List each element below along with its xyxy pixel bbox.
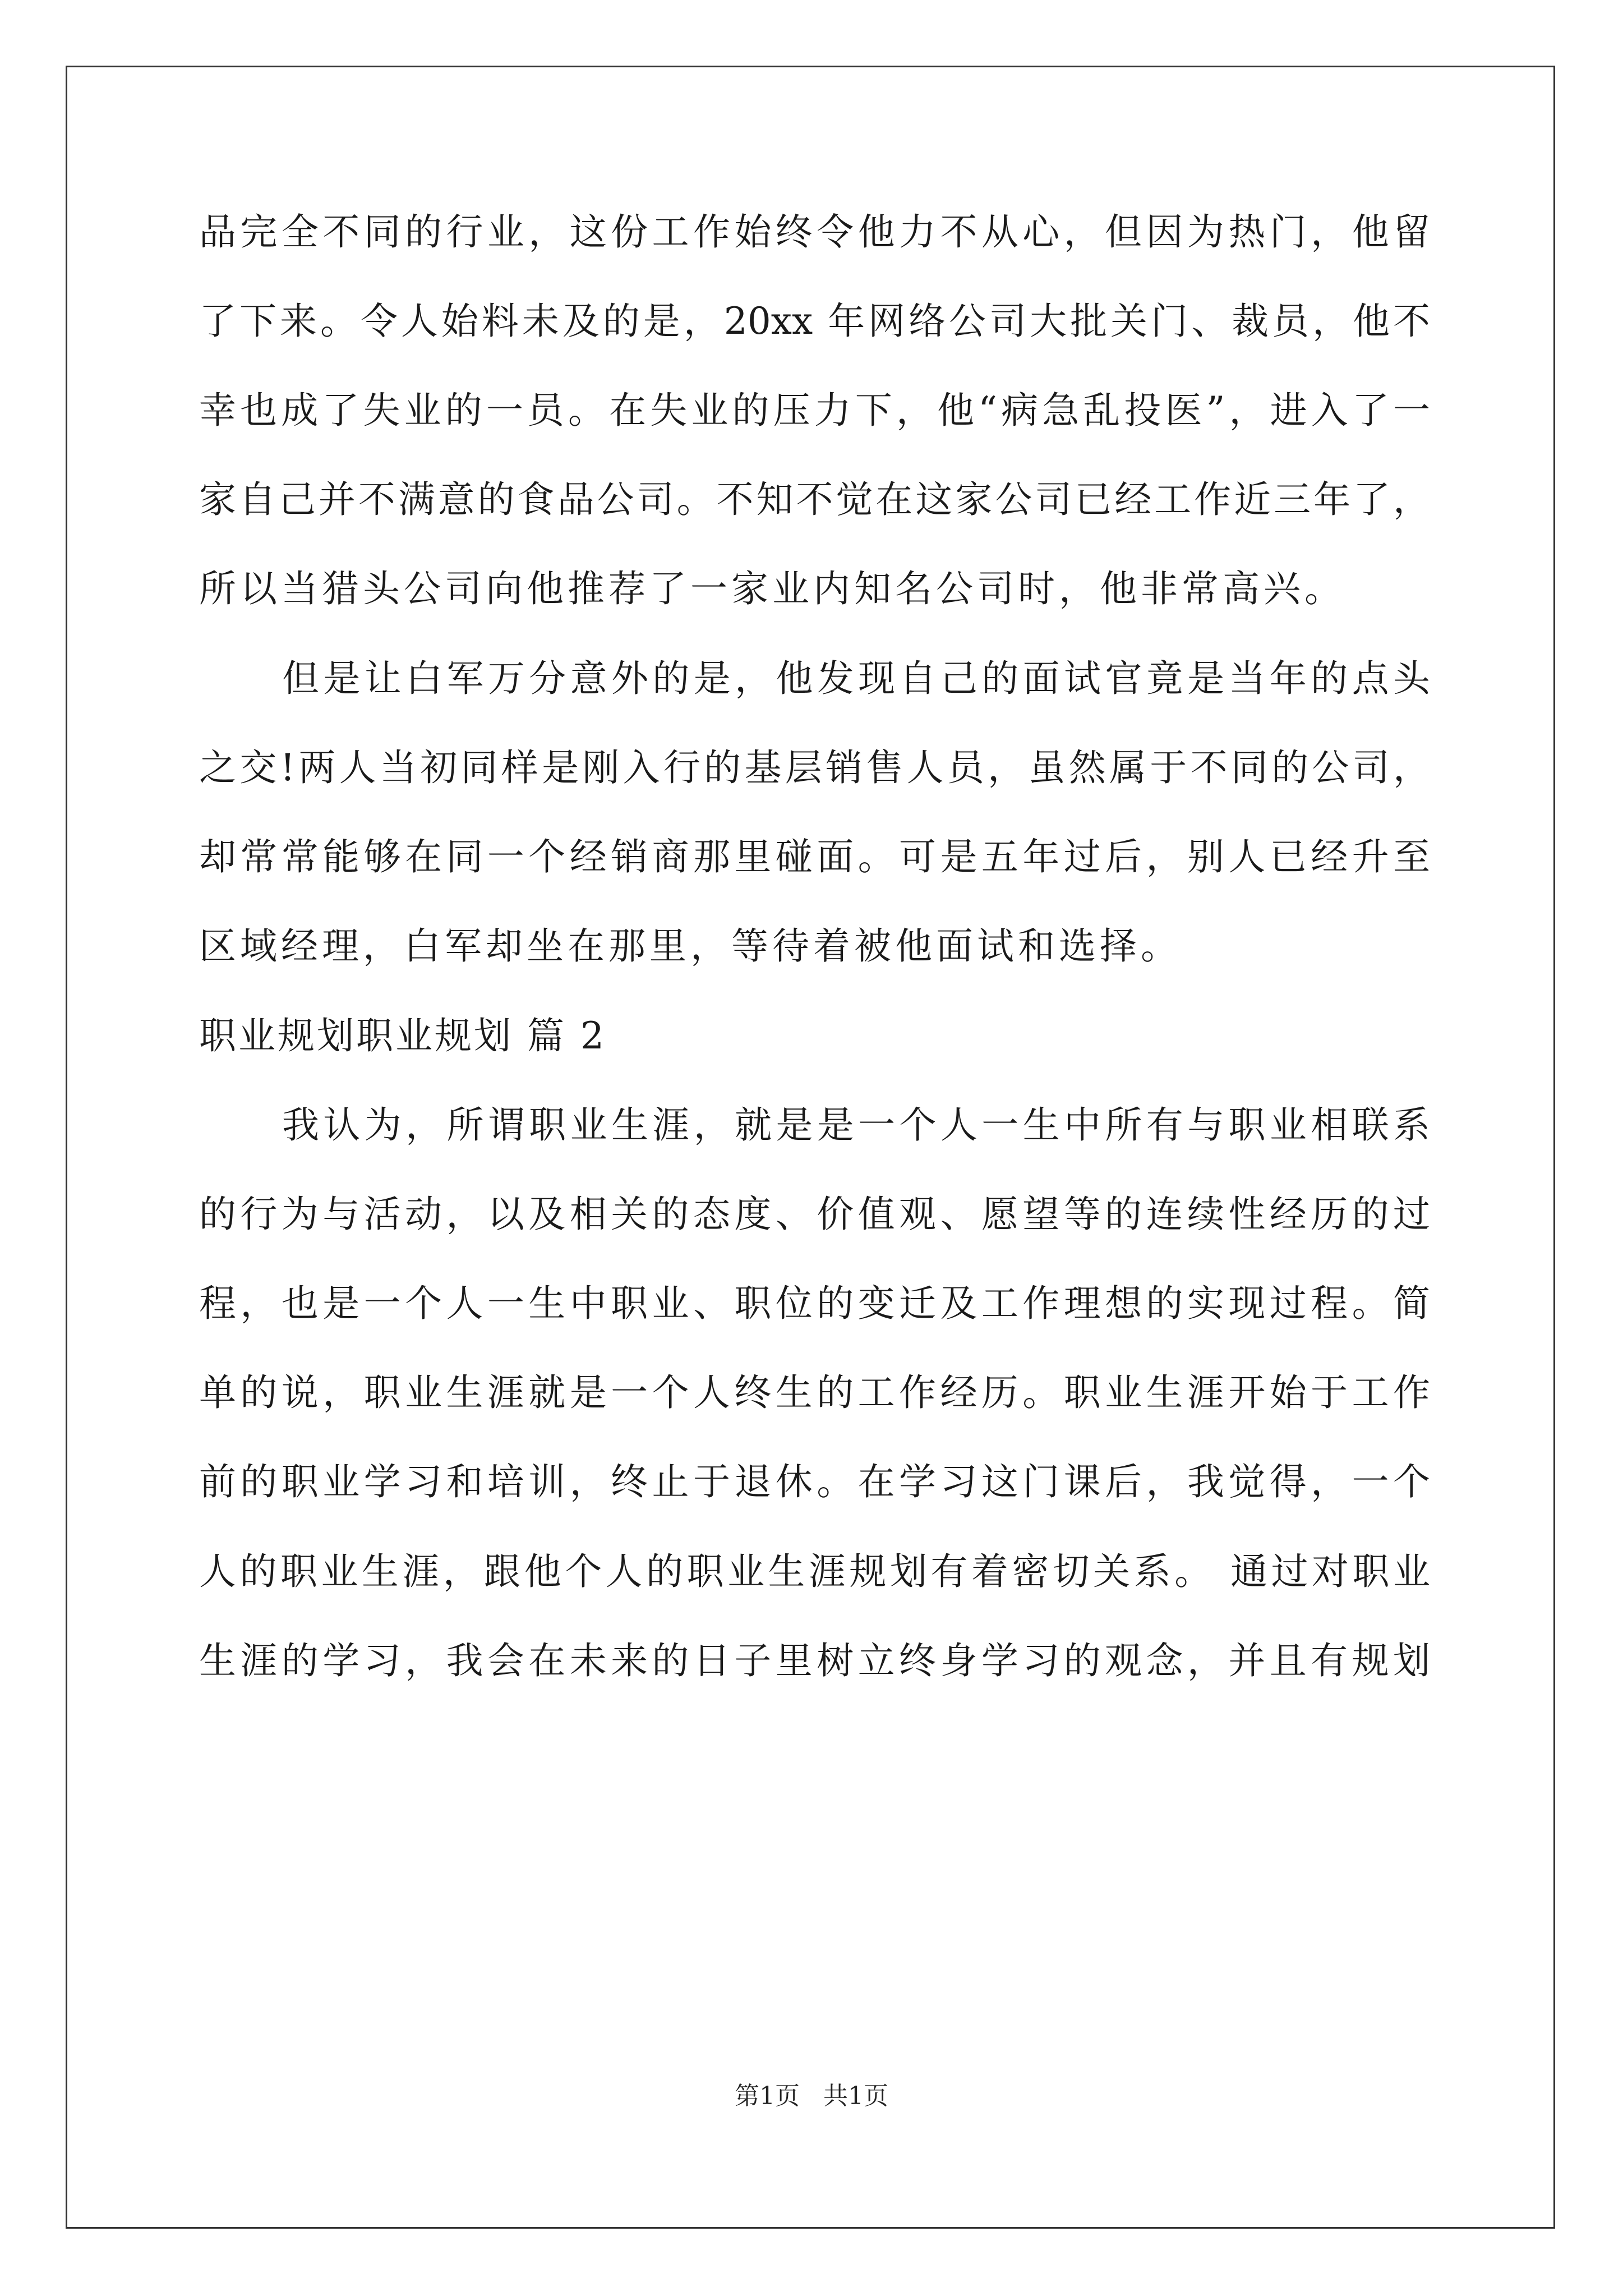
paragraph-3-line-6: 人的职业生涯，跟他个人的职业生涯规划有着密切关系。 通过对职业 [199, 1550, 1430, 1593]
paragraph-3-line-5: 前的职业学习和培训，终止于退休。在学习这门课后，我觉得，一个 [199, 1460, 1430, 1503]
page-total: 共1页 [823, 2082, 888, 2110]
paragraph-3-line-3: 程，也是一个人一生中职业、职位的变迁及工作理想的实现过程。简 [199, 1282, 1430, 1325]
paragraph-2-line-1: 但是让白军万分意外的是，他发现自己的面试官竟是当年的点头 [282, 657, 1430, 700]
paragraph-3-line-7: 生涯的学习，我会在未来的日子里树立终身学习的观念，并且有规划 [199, 1639, 1430, 1682]
paragraph-2-line-3: 却常常能够在同一个经销商那里碰面。可是五年过后，别人已经升至 [199, 835, 1430, 878]
paragraph-1-line-4: 家自己并不满意的食品公司。不知不觉在这家公司已经工作近三年了， [199, 478, 1430, 521]
page-footer [0, 2082, 1623, 2110]
paragraph-3-line-4: 单的说，职业生涯就是一个人终生的工作经历。职业生涯开始于工作 [199, 1371, 1430, 1414]
paragraph-1-line-3: 幸也成了失业的一员。在失业的压力下，他“病急乱投医”，进入了一 [199, 389, 1430, 432]
paragraph-1-line-1: 品完全不同的行业，这份工作始终令他力不从心，但因为热门，他留 [199, 210, 1430, 254]
paragraph-2-line-2: 之交!两人当初同样是刚入行的基层销售人员，虽然属于不同的公司， [199, 746, 1430, 789]
section-heading: 职业规划职业规划 篇 2 [199, 1014, 606, 1057]
paragraph-3-line-2: 的行为与活动，以及相关的态度、价值观、愿望等的连续性经历的过 [199, 1193, 1430, 1236]
paragraph-1-line-2: 了下来。令人始料未及的是，20xx 年网络公司大批关门、裁员，他不 [199, 300, 1430, 343]
paragraph-2-line-4: 区域经理，白军却坐在那里，等待着被他面试和选择。 [199, 924, 1182, 968]
page-number: 第1页 [735, 2082, 800, 2110]
paragraph-3-line-1: 我认为，所谓职业生涯，就是是一个人一生中所有与职业相联系 [282, 1103, 1430, 1147]
paragraph-1-line-5: 所以当猎头公司向他推荐了一家业内知名公司时，他非常高兴。 [199, 567, 1345, 610]
